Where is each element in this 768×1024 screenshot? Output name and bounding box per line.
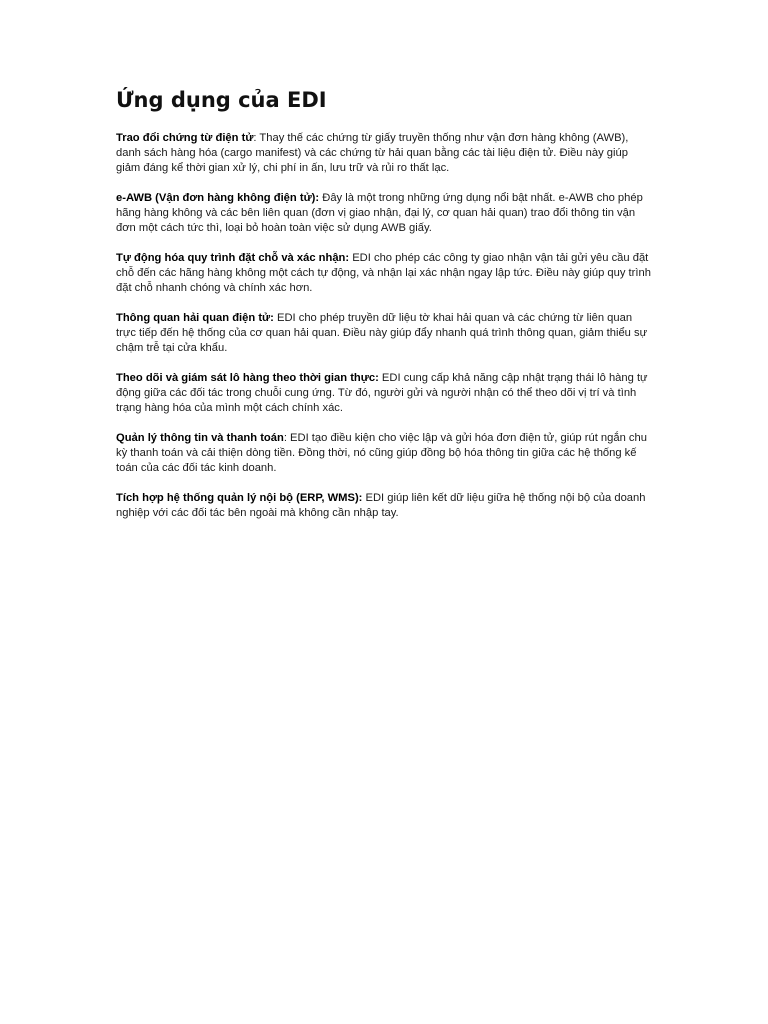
document-title: Ứng dụng của EDI (116, 88, 327, 112)
section-separator: : (253, 132, 257, 144)
section-paragraph (116, 191, 654, 236)
section-term: Theo dõi và giám sát lô hàng theo thời gian thực: (116, 372, 379, 384)
section-paragraph (116, 491, 654, 521)
section-text: EDI tạo điều kiện cho việc lập và gửi hóa đơn điện tử, giúp rút ngắn chu kỳ thanh toán và cải thiện dòng tiền. Đồng thời, nó cũng giúp đồng bộ hóa thông tin giữa các hệ thống kế toán của các đối tác kinh doanh. (116, 432, 647, 474)
section-term: Quản lý thông tin và thanh toán (116, 432, 284, 444)
section-text: EDI cho phép truyền dữ liệu tờ khai hải quan và các chứng từ liên quan trực tiếp đến hệ thống của cơ quan hải quan. Điều này giúp đẩy nhanh quá trình thông quan, giảm thiểu sự chậm trễ tại cửa khẩu. (116, 312, 648, 354)
section-paragraph (116, 131, 654, 176)
section-text: EDI giúp liên kết dữ liệu giữa hệ thống nội bộ của doanh nghiệp với các đối tác bên ngoài mà không cần nhập tay. (116, 492, 646, 519)
section-paragraph (116, 431, 654, 476)
section-text: EDI cung cấp khả năng cập nhật trạng thái lô hàng tự động giữa các đối tác trong chuỗi cung ứng. Từ đó, người gửi và người nhận có thể theo dõi vị trí và tình trạng hàng hóa của mình một cách chính xác. (116, 372, 648, 414)
section-paragraph (116, 371, 654, 416)
section-paragraph (116, 251, 654, 296)
section-paragraph (116, 311, 654, 356)
section-separator: : (283, 432, 287, 444)
section-term: Thông quan hải quan điện tử: (116, 312, 274, 324)
section-text: Thay thế các chứng từ giấy truyền thống như vận đơn hàng không (AWB), danh sách hàng hóa (cargo manifest) và các chứng từ hải quan bằng các tài liệu điện tử. Điều này giúp giảm đáng kể thời gian xử lý, chi phí in ấn, lưu trữ và rủi ro thất lạc. (116, 132, 629, 174)
section-text: Đây là một trong những ứng dụng nổi bật nhất. e-AWB cho phép hãng hàng không và các bên liên quan (đơn vị giao nhận, đại lý, cơ quan hải quan) trao đổi thông tin vận đơn một cách tức thì, loại bỏ hoàn toàn việc sử dụng AWB giấy. (116, 192, 643, 234)
section-term: Trao đổi chứng từ điện tử (116, 132, 254, 144)
section-term: Tự động hóa quy trình đặt chỗ và xác nhận: (116, 252, 350, 264)
section-text: EDI cho phép các công ty giao nhận vận tải gửi yêu cầu đặt chỗ đến các hãng hàng không một cách tự động, và nhận lại xác nhận ngay lập tức. Điều này giúp quy trình đặt chỗ nhanh chóng và chính xác hơn. (116, 252, 651, 294)
section-term: e-AWB (Vận đơn hàng không điện tử): (116, 192, 320, 204)
section-term: Tích hợp hệ thống quản lý nội bộ (ERP, WMS): (116, 492, 363, 504)
